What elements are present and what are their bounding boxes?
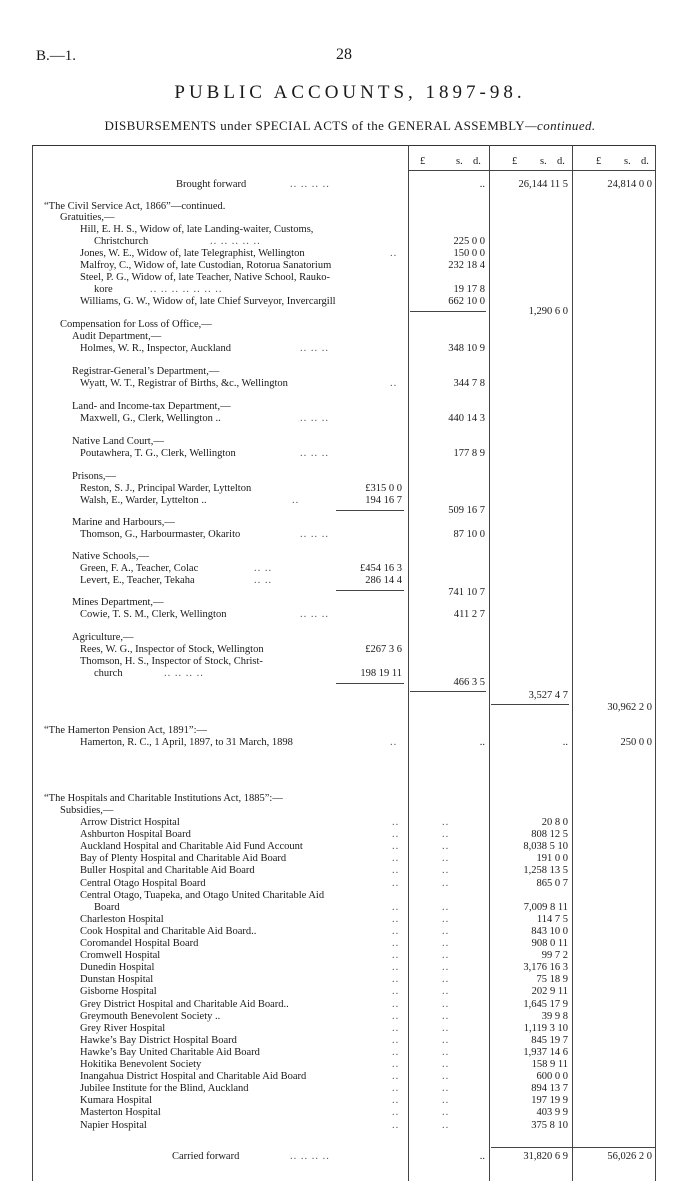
dept-label: Agriculture,—	[72, 632, 134, 643]
dept-entry: Wyatt, W. T., Registrar of Births, &c., Wellington	[80, 378, 288, 389]
civil-service-total: 30,962 2 0	[607, 702, 652, 713]
hospital-amount: 202 9 11	[531, 986, 568, 998]
dept-entry: Cowie, T. S. M., Clerk, Wellington	[80, 609, 227, 620]
gratuity-item: Malfroy, C., Widow of, late Custodian, Rotorua Sanatorium	[80, 260, 332, 271]
leader-dots: ..	[392, 1071, 400, 1083]
dept-label: Mines Department,—	[72, 597, 164, 608]
unit-amount: 198 19 11	[360, 668, 402, 679]
leader-dots: ..	[392, 877, 400, 889]
hospital-row	[0, 1120, 700, 1134]
leader-dots: ..	[442, 817, 450, 828]
hospital-name: Gisborne Hospital	[80, 986, 157, 998]
leader-dots: ..	[392, 829, 400, 841]
unit-amount: 286 14 4	[365, 575, 402, 586]
gratuity-amount: 19 17 8	[453, 284, 485, 295]
dept-entry: Thomson, G., Harbourmaster, Okarito	[80, 529, 241, 540]
compensation-label: Compensation for Loss of Office,—	[60, 319, 212, 330]
hamerton-heading: “The Hamerton Pension Act, 1891”:—	[44, 725, 208, 736]
leader-dots: .. .. .. ..	[290, 179, 330, 190]
hospital-name: Grey District Hospital and Charitable Aid Board..	[80, 998, 289, 1010]
hospital-name: Dunedin Hospital	[80, 962, 155, 974]
hospital-amount: 808 12 5	[531, 829, 568, 841]
col1-s: s.	[456, 156, 463, 167]
dept-label: Registrar-General’s Department,—	[72, 366, 220, 377]
col3-s: s.	[624, 156, 631, 167]
leader-dots: ..	[392, 817, 400, 828]
dept-entry: Walsh, E., Warder, Lyttelton ..	[80, 495, 207, 506]
leader-dots: ..	[442, 865, 450, 877]
hospital-amount: 99 7 2	[541, 950, 568, 962]
bf-c2: 26,144 11 5	[518, 179, 568, 190]
hospital-name: Buller Hospital and Charitable Aid Board	[80, 865, 255, 877]
leader-dots: ..	[392, 1083, 400, 1095]
hospital-name: Cook Hospital and Charitable Aid Board..	[80, 925, 257, 937]
hospital-amount: 3,176 16 3	[523, 962, 568, 974]
dept-label: Marine and Harbours,—	[72, 517, 175, 528]
leader-dots: ..	[392, 1119, 400, 1131]
leader-dots: ..	[392, 950, 400, 962]
leader-dots: ..	[442, 938, 450, 949]
leader-dots: ..	[442, 1119, 450, 1131]
leader-dots: ..	[442, 913, 450, 925]
leader-dots: ..	[442, 1059, 450, 1070]
hospital-name: Board	[94, 901, 120, 913]
leader-dots: ..	[392, 998, 400, 1010]
leader-dots: ..	[442, 1046, 450, 1058]
hospital-amount: 1,119 3 10	[523, 1022, 568, 1034]
hospital-amount: 600 0 0	[536, 1071, 568, 1083]
col2-s: s.	[540, 156, 547, 167]
hamerton-c2: ..	[562, 737, 568, 748]
dept-amount: 741 10 7	[448, 587, 485, 598]
leader-dots: ..	[442, 925, 450, 937]
hospital-name: Arrow District Hospital	[80, 817, 180, 828]
hospital-name: Hawke’s Bay United Charitable Aid Board	[80, 1046, 260, 1058]
hospital-amount: 8,038 5 10	[523, 841, 568, 853]
dept-entry: Rees, W. G., Inspector of Stock, Wellington	[80, 644, 264, 655]
hospital-amount: 1,645 17 9	[523, 998, 568, 1010]
leader-dots: ..	[442, 1034, 450, 1046]
dept-entry: Reston, S. J., Principal Warder, Lyttelton	[80, 483, 252, 494]
leader-dots: ..	[442, 962, 450, 974]
leader-dots: ..	[392, 925, 400, 937]
cf-c3: 56,026 2 0	[607, 1151, 652, 1162]
hamerton-entry: Hamerton, R. C., 1 April, 1897, to 31 March, 1898	[80, 737, 293, 748]
dept-amount: 344 7 8	[453, 378, 485, 389]
hospital-name: Napier Hospital	[80, 1119, 147, 1131]
hospital-name: Inangahua District Hospital and Charitable Aid Board	[80, 1071, 307, 1083]
cf-c2: 31,820 6 9	[523, 1151, 568, 1162]
hospital-name: Greymouth Benevolent Society ..	[80, 1010, 221, 1022]
dept-amount: 348 10 9	[448, 343, 485, 354]
hospital-amount: 75 18 9	[536, 974, 568, 986]
hospital-amount: 7,009 8 11	[523, 901, 568, 913]
dept-amount: 87 10 0	[453, 529, 485, 540]
unit-amount: 194 16 7	[365, 495, 402, 506]
unit-amount: £454 16 3	[360, 563, 402, 574]
gratuity-item: Christchurch	[94, 236, 149, 247]
dept-amount: 466 3 5	[453, 677, 485, 688]
hospital-amount: 375 8 10	[531, 1119, 568, 1131]
leader-dots: ..	[392, 938, 400, 949]
bf-c1: ..	[479, 179, 485, 190]
hospital-amount: 191 0 0	[536, 853, 568, 865]
compensation-total: 3,527 4 7	[528, 690, 568, 701]
col3-d: d.	[641, 156, 649, 167]
hospital-amount: 1,258 13 5	[523, 865, 568, 877]
leader-dots: ..	[392, 1010, 400, 1022]
gratuity-amount: 232 18 4	[448, 260, 485, 271]
gratuity-amount: 225 0 0	[453, 236, 485, 247]
leader-dots: ..	[442, 1095, 450, 1107]
column-heads	[0, 156, 700, 170]
col2-pound: £	[512, 156, 518, 167]
leader-dots: ..	[392, 841, 400, 853]
cf-c1: ..	[479, 1151, 485, 1162]
hospital-name: Cromwell Hospital	[80, 950, 161, 962]
hospital-name: Central Otago Hospital Board	[80, 877, 206, 889]
leader-dots: ..	[392, 986, 400, 998]
hospital-name: Charleston Hospital	[80, 913, 164, 925]
hospital-name: Ashburton Hospital Board	[80, 829, 191, 841]
leader-dots: ..	[442, 950, 450, 962]
hospital-name: Central Otago, Tuapeka, and Otago United Charitable Aid	[80, 889, 325, 901]
unit-amount: £267 3 6	[365, 644, 402, 655]
dept-entry: Thomson, H. S., Inspector of Stock, Christ-	[80, 656, 263, 667]
leader-dots: ..	[392, 913, 400, 925]
page-subtitle	[0, 118, 700, 134]
dept-entry: Levert, E., Teacher, Tekaha	[80, 575, 195, 586]
hospital-amount: 158 9 11	[531, 1059, 568, 1070]
brought-forward-label: Brought forward	[176, 179, 247, 190]
leader-dots: ..	[442, 1107, 450, 1119]
dept-entry: Holmes, W. R., Inspector, Auckland	[80, 343, 231, 354]
carried-forward-label: Carried forward	[172, 1151, 240, 1162]
hamerton-c1: ..	[479, 737, 485, 748]
page-number: 28	[336, 46, 352, 63]
hospital-name: Kumara Hospital	[80, 1095, 153, 1107]
dept-label: Prisons,—	[72, 471, 117, 482]
dept-label: Native Land Court,—	[72, 436, 164, 447]
dept-label: Land- and Income-tax Department,—	[72, 401, 231, 412]
leader-dots: ..	[442, 998, 450, 1010]
hospital-amount: 843 10 0	[531, 925, 568, 937]
hospital-name: Grey River Hospital	[80, 1022, 166, 1034]
hospital-amount: 197 19 9	[531, 1095, 568, 1107]
hospital-name: Jubilee Institute for the Blind, Auckland	[80, 1083, 249, 1095]
page-title: PUBLIC ACCOUNTS, 1897-98.	[174, 82, 526, 103]
civil-service-heading: “The Civil Service Act, 1866”—continued.	[44, 201, 226, 212]
hospital-amount: 20 8 0	[541, 817, 568, 828]
gratuity-item: Williams, G. W., Widow of, late Chief Surveyor, Invercargill	[80, 296, 336, 307]
leader-dots: ..	[442, 853, 450, 865]
hospitals-heading: “The Hospitals and Charitable Institutions Act, 1885”:—	[44, 793, 283, 804]
gratuity-amount: 150 0 0	[453, 248, 485, 259]
col3-pound: £	[596, 156, 602, 167]
subsidies-label: Subsidies,—	[60, 805, 114, 816]
col2-d: d.	[557, 156, 565, 167]
leader-dots: ..	[442, 877, 450, 889]
dept-amount: 177 8 9	[453, 448, 485, 459]
col1-pound: £	[420, 156, 426, 167]
leader-dots: ..	[392, 865, 400, 877]
leader-dots: ..	[392, 1022, 400, 1034]
leader-dots: ..	[392, 1046, 400, 1058]
gratuities-label: Gratuities,—	[60, 212, 115, 223]
gratuity-item: Hill, E. H. S., Widow of, late Landing-waiter, Customs,	[80, 224, 314, 235]
gratuity-item: Jones, W. E., Widow of, late Telegraphist, Wellington	[80, 248, 305, 259]
document-code: B.—1.	[36, 48, 77, 64]
hospital-name: Coromandel Hospital Board	[80, 938, 199, 949]
carried-forward-row: Carried forward .. .. .. .. .. 31,820 6 9 56,026 2 0	[172, 1151, 652, 1162]
leader-dots: ..	[392, 1059, 400, 1070]
rule-heads	[408, 170, 655, 171]
gratuity-amount: 662 10 0	[448, 296, 485, 307]
gratuity-item: kore	[94, 284, 113, 295]
leader-dots: ..	[442, 1083, 450, 1095]
hospital-amount: 39 9 8	[541, 1010, 568, 1022]
hospital-amount: 1,937 14 6	[523, 1046, 568, 1058]
hospital-name: Auckland Hospital and Charitable Aid Fund Account	[80, 841, 303, 853]
dept-entry: Poutawhera, T. G., Clerk, Wellington	[80, 448, 236, 459]
hamerton-c3: 250 0 0	[620, 737, 652, 748]
leader-dots: ..	[392, 1095, 400, 1107]
leader-dots: ..	[442, 986, 450, 998]
leader-dots: ..	[442, 1010, 450, 1022]
hospital-amount: 908 0 11	[531, 938, 568, 949]
brought-forward-row	[0, 179, 700, 193]
leader-dots: ..	[442, 901, 450, 913]
leader-dots: ..	[392, 1034, 400, 1046]
leader-dots: ..	[442, 1022, 450, 1034]
leader-dots: ..	[392, 901, 400, 913]
leader-dots: ..	[442, 841, 450, 853]
hospital-name: Hawke’s Bay District Hospital Board	[80, 1034, 237, 1046]
hospital-name: Masterton Hospital	[80, 1107, 161, 1119]
hospital-name: Dunstan Hospital	[80, 974, 154, 986]
leader-dots: ..	[442, 829, 450, 841]
carried-forward-rule	[491, 1147, 655, 1148]
dept-amount: 440 14 3	[448, 413, 485, 424]
dept-amount: 509 16 7	[448, 505, 485, 516]
dept-amount: 411 2 7	[453, 609, 485, 620]
hospital-amount: 403 9 9	[536, 1107, 568, 1119]
dept-label: Native Schools,—	[72, 551, 149, 562]
dept-entry: Maxwell, G., Clerk, Wellington ..	[80, 413, 221, 424]
hospital-amount: 894 13 7	[531, 1083, 568, 1095]
col1-d: d.	[473, 156, 481, 167]
dept-label: Audit Department,—	[72, 331, 162, 342]
leader-dots: ..	[392, 974, 400, 986]
dept-entry: Green, F. A., Teacher, Colac	[80, 563, 199, 574]
hospital-name: Bay of Plenty Hospital and Charitable Aid Board	[80, 853, 287, 865]
leader-dots: ..	[392, 853, 400, 865]
gratuities-total: 1,290 6 0	[528, 306, 568, 317]
dept-entry: church	[94, 668, 123, 679]
leader-dots: ..	[442, 1071, 450, 1083]
subtitle-main: DISBURSEMENTS under SPECIAL ACTS of the GENERAL ASSEMBLY	[104, 118, 526, 133]
hospital-amount: 865 0 7	[536, 877, 568, 889]
leader-dots: ..	[392, 1107, 400, 1119]
bf-c3: 24,814 0 0	[607, 179, 652, 190]
gratuity-item: Steel, P. G., Widow of, late Teacher, Native School, Rauko-	[80, 272, 330, 283]
hospital-name: Hokitika Benevolent Society	[80, 1059, 202, 1070]
hospital-amount: 845 19 7	[531, 1034, 568, 1046]
leader-dots: ..	[392, 962, 400, 974]
leader-dots: ..	[442, 974, 450, 986]
hospital-amount: 114 7 5	[536, 913, 568, 925]
unit-amount: £315 0 0	[365, 483, 402, 494]
subtitle-continued: —continued.	[525, 118, 596, 133]
